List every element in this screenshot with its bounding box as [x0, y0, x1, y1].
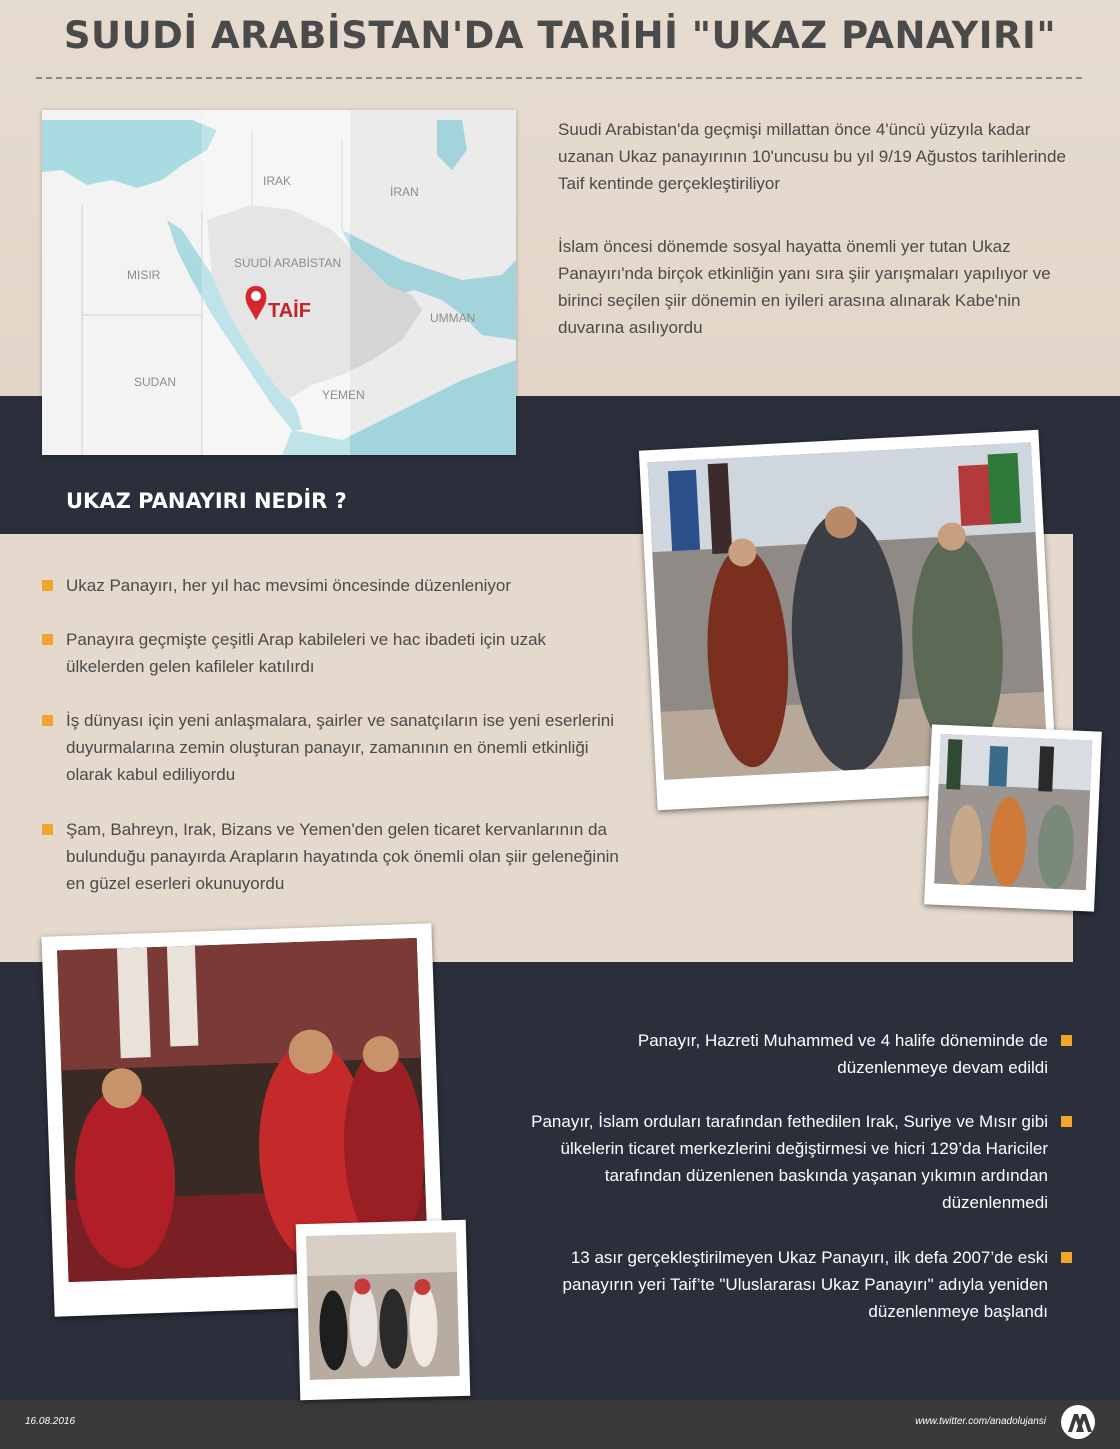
list-item: 13 asır gerçekleştirilmeyen Ukaz Panayırı, ilk defa 2007’de eski panayırın yeri Taif’te "Uluslararası Ukaz Panayırı" adıyla yeniden düzenlenmeye başlandı	[528, 1244, 1048, 1325]
intro-paragraph-1: Suudi Arabistan'da geçmişi millattan önce 4'üncü yüzyıla kadar uzanan Ukaz panayırının 10'uncusu bu yıl 9/19 Ağustos tarihlerinde Taif kentinde gerçekleştiriliyor	[558, 120, 1066, 193]
title-divider	[36, 77, 1082, 79]
anadolu-agency-logo-icon	[1060, 1404, 1096, 1440]
footer-date: 16.08.2016	[25, 1416, 76, 1427]
list-item: Panayır, Hazreti Muhammed ve 4 halife döneminde de düzenlenmeye devam edildi	[528, 1027, 1048, 1081]
label-umman: UMMAN	[430, 311, 476, 325]
section-heading: UKAZ PANAYIRI NEDİR ?	[66, 489, 347, 513]
bullet-square-icon	[1061, 1252, 1072, 1263]
label-irak: IRAK	[263, 174, 292, 188]
label-iran: İRAN	[390, 185, 419, 199]
city-label-taif: TAİF	[268, 300, 311, 322]
region-map	[42, 110, 516, 455]
bullet-square-icon	[42, 634, 53, 645]
bullet-square-icon	[1061, 1035, 1072, 1046]
label-yemen: YEMEN	[322, 388, 365, 402]
bullet-square-icon	[42, 824, 53, 835]
label-sudan: SUDAN	[134, 375, 177, 389]
intro-paragraph-2: İslam öncesi dönemde sosyal hayatta önemli yer tutan Ukaz Panayırı'nda birçok etkinliğin yanı sıra şiir yarışmaları yapılıyor ve birinci seçilen şiir dönemin en iyileri arasına alınarak Kabe'nin duvarına asılıyordu	[558, 237, 1051, 337]
photo-parade	[924, 724, 1102, 911]
bullet-square-icon	[1061, 1116, 1072, 1127]
footer-twitter-link[interactable]: www.twitter.com/anadolujansi	[915, 1416, 1046, 1427]
photo-crowd	[296, 1220, 471, 1400]
label-misir: MISIR	[127, 268, 161, 282]
bullet-square-icon	[42, 580, 53, 591]
page-title: SUUDİ ARABİSTAN'DA TARİHİ "UKAZ PANAYIRI"	[63, 14, 1057, 57]
label-suudi-arabistan: SUUDİ ARABİSTAN	[234, 256, 342, 270]
list-item: Panayır, İslam orduları tarafından fethedilen Irak, Suriye ve Mısır gibi ülkelerin ticaret merkezlerini değiştirmesi ve hicri 129’da Hariciler tarafından düzenlenen baskında yaşanan yıkımın ardından düzenlenmedi	[528, 1108, 1048, 1216]
bullet-square-icon	[42, 715, 53, 726]
map-card	[42, 110, 516, 455]
